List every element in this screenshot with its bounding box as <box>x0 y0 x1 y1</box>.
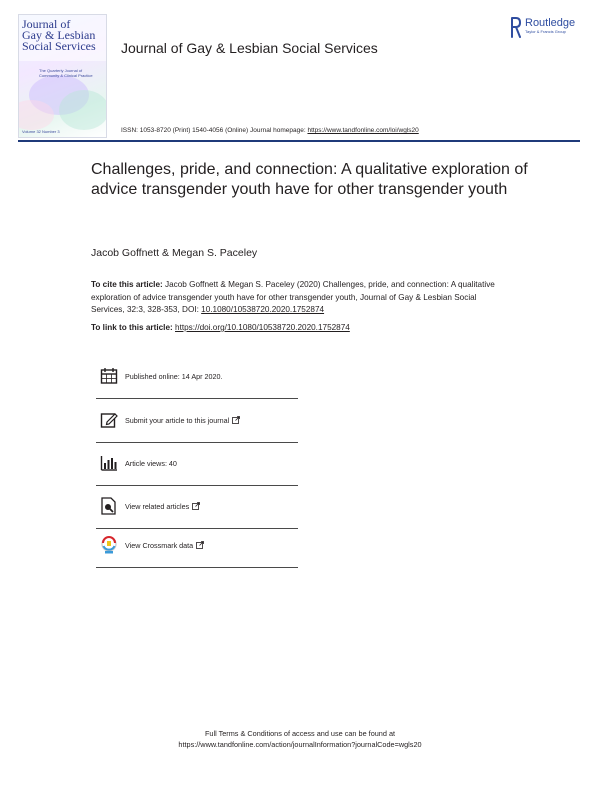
routledge-r-icon <box>510 17 521 38</box>
article-doi-url-link[interactable]: https://doi.org/10.1080/10538720.2020.1752874 <box>175 323 350 332</box>
doi-link[interactable]: 10.1080/10538720.2020.1752874 <box>201 305 325 314</box>
row-divider <box>96 485 298 486</box>
row-divider <box>96 398 298 399</box>
publisher-tagline: Taylor & Francis Group <box>525 29 566 34</box>
bar-chart-icon <box>100 454 118 472</box>
submit-article-link[interactable] <box>125 416 240 425</box>
crossmark-icon <box>100 536 118 554</box>
published-online-row <box>96 357 298 399</box>
article-authors: Jacob Goffnett & Megan S. Paceley <box>91 247 258 259</box>
cover-title-line: Journal of <box>22 17 71 31</box>
search-document-icon <box>100 497 118 515</box>
external-link-icon <box>232 416 240 424</box>
article-views-text: Article views: 40 <box>125 459 177 468</box>
terms-footer <box>0 728 600 750</box>
row-divider <box>96 567 298 568</box>
cover-subtitle: The Quarterly Journal of Community & Clinical Practice <box>39 68 93 78</box>
related-articles-link[interactable] <box>125 502 200 511</box>
routledge-logo[interactable] <box>510 17 575 38</box>
cite-label: To cite this article: <box>91 280 163 289</box>
related-articles-text: View related articles <box>125 502 190 511</box>
cover-title-line: Social Services <box>22 39 96 53</box>
issn-line <box>121 127 419 134</box>
external-link-icon <box>192 502 200 510</box>
cover-swirl <box>59 90 107 130</box>
issn-text: ISSN: 1053-8720 (Print) 1540-4056 (Online) Journal homepage: <box>121 127 308 134</box>
journal-title: Journal of Gay & Lesbian Social Services <box>121 40 378 56</box>
link-label: To link to this article: <box>91 323 176 332</box>
submit-article-row[interactable] <box>96 401 298 443</box>
terms-line: Full Terms & Conditions of access and use can be found at <box>204 729 396 738</box>
cover-footer: Volume 32 Number 3 <box>22 129 60 134</box>
publisher-name: Routledge <box>525 17 576 29</box>
cite-text: Jacob Goffnett & Megan S. Paceley (2020) Challenges, pride, and connection: A qualitative exploration of advice transgender youth have for other transgender youth, Journal of Gay & Lesbian Social Services, 32:3, 328-353, DOI: <box>91 280 495 314</box>
submit-article-text: Submit your article to this journal <box>125 416 230 425</box>
related-articles-row[interactable] <box>96 487 298 529</box>
calendar-icon <box>100 367 118 385</box>
terms-url-link[interactable]: https://www.tandfonline.com/action/journalInformation?journalCode=wgls20 <box>178 740 422 749</box>
journal-cover-thumbnail[interactable] <box>18 14 107 138</box>
row-divider <box>96 442 298 443</box>
article-views-row <box>96 444 298 486</box>
cover-swirl <box>18 100 54 130</box>
cover-title-line: Gay & Lesbian <box>22 28 96 42</box>
cover-title <box>22 19 102 52</box>
article-title: Challenges, pride, and connection: A qualitative exploration of advice transgender youth have for other transgender youth <box>91 161 528 198</box>
crossmark-link[interactable] <box>125 541 204 550</box>
crossmark-row[interactable] <box>96 526 298 568</box>
link-line <box>91 323 350 332</box>
header-divider <box>18 140 580 142</box>
citation-block <box>91 279 511 317</box>
external-link-icon <box>196 541 204 549</box>
edit-icon <box>100 411 118 429</box>
published-online-text: Published online: 14 Apr 2020. <box>125 372 223 381</box>
crossmark-text: View Crossmark data <box>125 541 194 550</box>
journal-homepage-link[interactable]: https://www.tandfonline.com/loi/wgls20 <box>307 127 419 134</box>
